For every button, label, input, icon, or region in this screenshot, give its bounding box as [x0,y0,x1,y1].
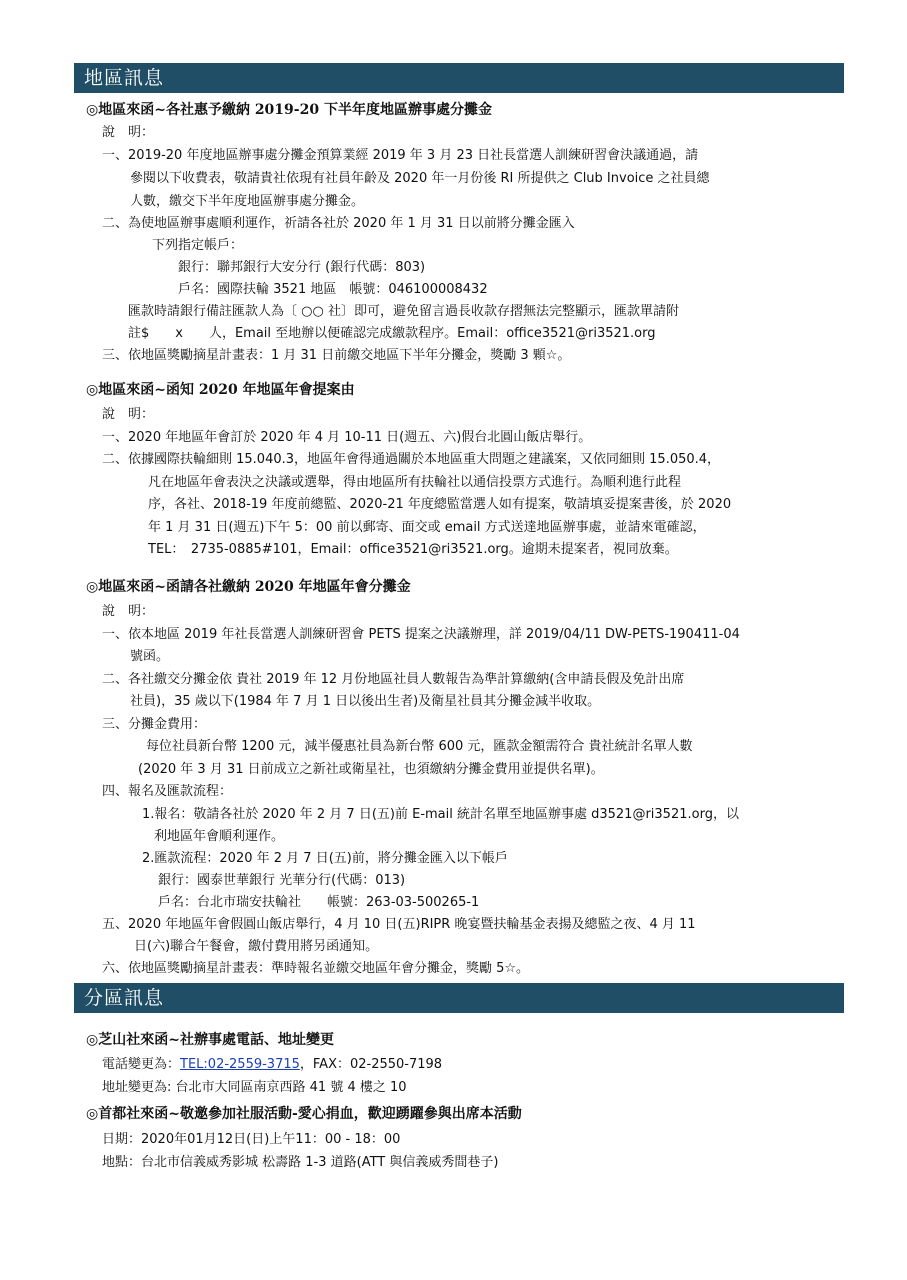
phone-change-line [102,1054,442,1076]
notice-line: 一、2019-20 年度地區辦事處分攤金預算業經 2019 年 3 月 23 日社長當選人訓練研習會決議通過，請 [102,148,699,163]
notice-line: TEL： 2735-0885#101，Email：office3521@ri3521.org。逾期未提案者，視同放棄。 [148,542,678,557]
section-title: 分區訊息 [84,987,165,1009]
notice-line: 說 明： [102,125,155,140]
notice-line: 利地區年會順利運作。 [154,829,285,844]
phone-label: 電話變更為： [102,1057,181,1072]
notice-line: 社員)，35 歲以下(1984 年 7 月 1 日以後出生者)及衛星社員其分攤金減半收取。 [130,694,601,709]
notice-line: 說 明： [102,604,155,619]
notice-line: 下列指定帳戶： [152,238,244,253]
section-header-zone [74,983,844,1013]
notice-line: 參閱以下收費表，敬請貴社依現有社員年齡及 2020 年一月份後 RI 所提供之 Club Invoice 之社員總 [130,171,710,186]
notice-line: 六、依地區獎勵摘星計畫表：準時報名並繳交地區年會分攤金，獎勵 5☆。 [102,961,530,976]
notice-line: (2020 年 3 月 31 日前成立之新社或衛星社，也須繳納分攤金費用並提供名單)。 [138,762,604,777]
notice-line: 匯款時請銀行備註匯款人為〔 ○○ 社〕即可，避免留言過長收款存摺無法完整顯示，匯款單請附 [128,304,679,319]
fax-text: ，FAX：02-2550-7198 [299,1057,443,1072]
notice-line: 四、報名及匯款流程： [102,784,233,799]
notice-line: 戶名：國際扶輪 3521 地區 帳號：046100008432 [178,282,488,297]
notice-line: 二、為使地區辦事處順利運作，祈請各社於 2020 年 1 月 31 日以前將分攤金匯入 [102,216,575,231]
notice-line: 序，各社、2018-19 年度前總監、2020-21 年度總監當選人如有提案，敬請填妥提案書後，於 2020 [148,497,732,512]
phone-link[interactable]: TEL:02-2559-3715 [180,1057,300,1072]
notice-line: 五、2020 年地區年會假圓山飯店舉行，4 月 10 日(五)RIPR 晚宴暨扶輪基金表揚及總監之夜、4 月 11 [102,917,696,932]
notice-heading: ◎首都社來函~敬邀參加社服活動-愛心捐血，歡迎踴躍參與出席本活動 [86,1106,522,1122]
notice-line: 1.報名：敬請各社於 2020 年 2 月 7 日(五)前 E-mail 統計名單至地區辦事處 d3521@ri3521.org，以 [142,807,739,822]
notice-line: 日(六)聯合午餐會，繳付費用將另函通知。 [134,939,379,954]
notice-line: 註$ x 人，Email 至地辦以便確認完成繳款程序。Email：office3521@ri3521.org [128,326,656,341]
notice-heading: ◎芝山社來函~社辦事處電話、地址變更 [86,1032,334,1048]
notice-heading: ◎地區來函~各社惠予繳納 2019-20 下半年度地區辦事處分攤金 [86,102,492,118]
notice-line: 銀行：國泰世華銀行 光華分行(代碼：013) [158,873,406,888]
notice-line: 三、分攤金費用： [102,717,207,732]
notice-line: 每位社員新台幣 1200 元，減半優惠社員為新台幣 600 元，匯款金額需符合 貴社統計名單人數 [146,739,693,754]
notice-line: 年 1 月 31 日(週五)下午 5：00 前以郵寄、面交或 email 方式送達地區辦事處，並請來電確認， [148,520,706,535]
event-location: 地點：台北市信義威秀影城 松壽路 1-3 道路(ATT 與信義威秀間巷子) [102,1155,499,1170]
notice-line: 二、各社繳交分攤金依 貴社 2019 年 12 月份地區社員人數報告為準計算繳納(含申請長假及免計出席 [102,672,685,687]
notice-line: 凡在地區年會表決之決議或選舉，得由地區所有扶輪社以通信投票方式進行。為順利進行此程 [148,475,682,490]
notice-line: 二、依據國際扶輪細則 15.040.3，地區年會得通過關於本地區重大問題之建議案，又依同細則 15.050.4， [102,452,721,467]
notice-line: 一、依本地區 2019 年社長當選人訓練研習會 PETS 提案之決議辦理，詳 2019/04/11 DW-PETS-190411-04 [102,627,740,642]
notice-heading: ◎地區來函~函請各社繳納 2020 年地區年會分攤金 [86,579,411,595]
notice-line: 銀行：聯邦銀行大安分行 (銀行代碼：803) [178,260,426,275]
address-line: 地址變更為: 台北市大同區南京西路 41 號 4 樓之 10 [102,1080,407,1095]
notice-line: 三、依地區獎勵摘星計畫表：1 月 31 日前繳交地區下半年分攤金，獎勵 3 顆☆。 [102,348,571,363]
notice-line: 人數，繳交下半年度地區辦事處分攤金。 [130,194,365,209]
notice-heading: ◎地區來函~函知 2020 年地區年會提案由 [86,382,355,398]
notice-line: 2.匯款流程：2020 年 2 月 7 日(五)前，將分攤金匯入以下帳戶 [142,851,508,866]
event-date: 日期：2020年01月12日(日)上午11：00 - 18：00 [102,1132,401,1147]
section-title: 地區訊息 [84,67,165,89]
notice-line: 說 明： [102,407,155,422]
section-header-district [74,63,844,93]
notice-line: 一、2020 年地區年會訂於 2020 年 4 月 10-11 日(週五、六)假台北圓山飯店舉行。 [102,430,592,445]
notice-line: 戶名：台北市瑞安扶輪社 帳號：263-03-500265-1 [158,895,480,910]
notice-line: 號函。 [130,649,170,664]
